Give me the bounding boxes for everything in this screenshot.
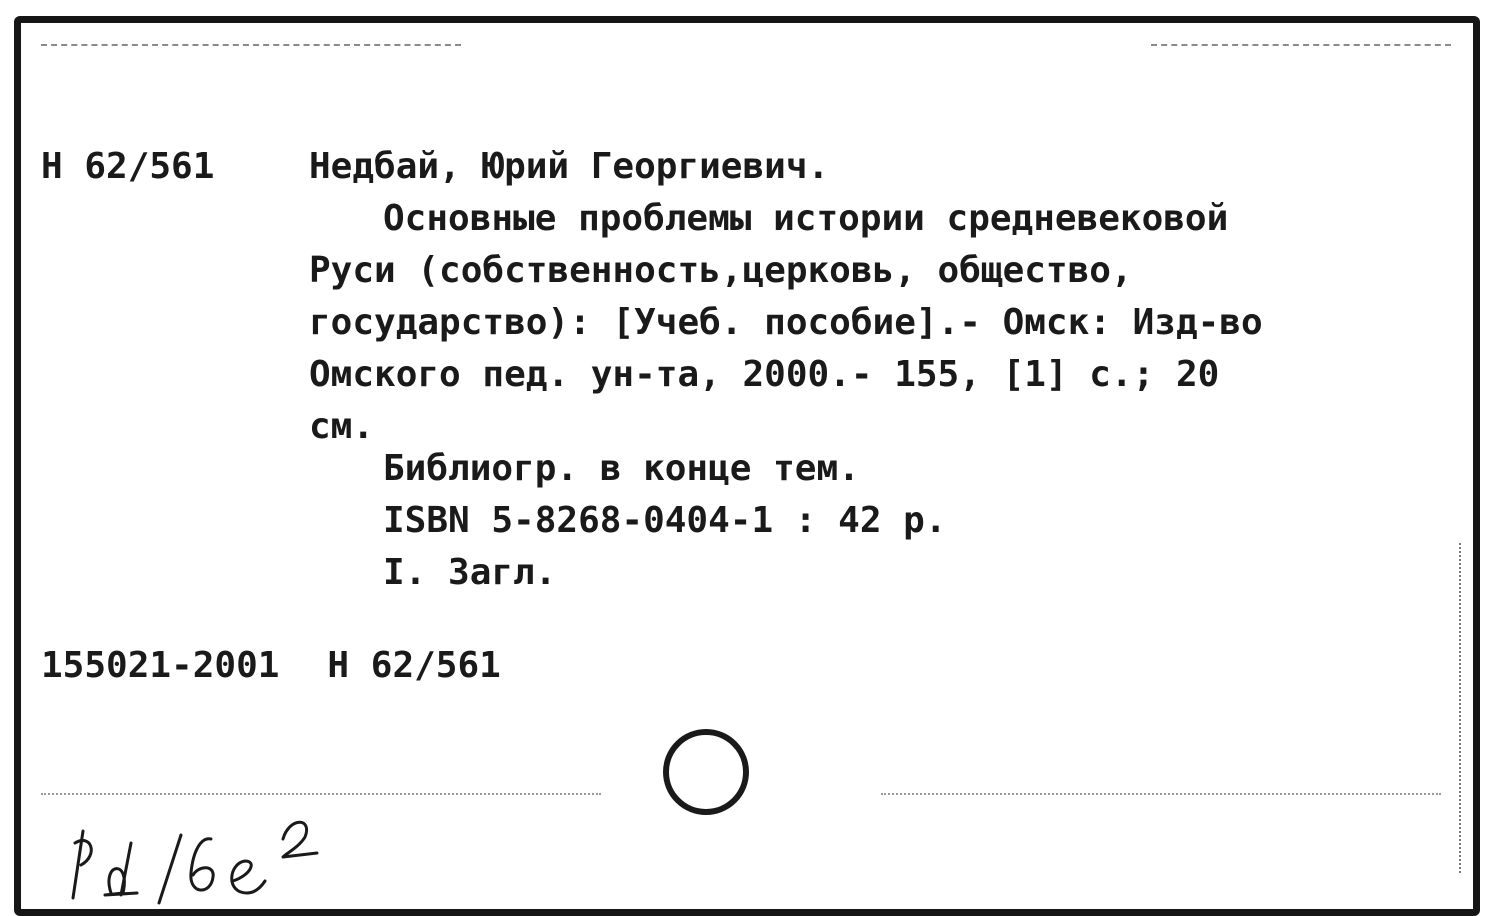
description-line: Основные проблемы истории средневековой — [383, 198, 1229, 239]
shelf-mark: Н 62/561 — [41, 146, 215, 187]
description-line: см. — [309, 406, 375, 447]
bibliography-note: Библиогр. в конце тем. — [383, 448, 860, 489]
isbn-price-note: ISBN 5-8268-0404-1 : 42 р. — [383, 500, 947, 541]
card-punch-hole — [663, 729, 749, 815]
notes-block — [383, 443, 947, 599]
top-dashed-line-left — [41, 44, 461, 46]
description-line: Омского пед. ун-та, 2000.- 155, [1] с.; 20 — [309, 354, 1220, 395]
bibliographic-description — [309, 193, 1419, 453]
author-heading: Недбай, Юрий Георгиевич. — [309, 146, 830, 187]
bottom-dotted-artifact-left — [41, 793, 601, 795]
right-dotted-artifact — [1459, 543, 1461, 873]
top-dashed-line-right — [1151, 44, 1451, 46]
handwritten-note-icon — [61, 803, 361, 913]
title-entry-note: I. Загл. — [383, 552, 557, 593]
description-line: государство): [Учеб. пособие].- Омск: Изд-во — [309, 302, 1263, 343]
footer-line — [41, 640, 501, 692]
catalog-card — [14, 16, 1480, 916]
bottom-dotted-artifact-right — [881, 793, 1441, 795]
description-line: Руси (собственность,церковь, общество, — [309, 250, 1133, 291]
accession-number: 155021-2001 — [41, 645, 280, 686]
footer-shelf-mark: Н 62/561 — [327, 645, 501, 686]
